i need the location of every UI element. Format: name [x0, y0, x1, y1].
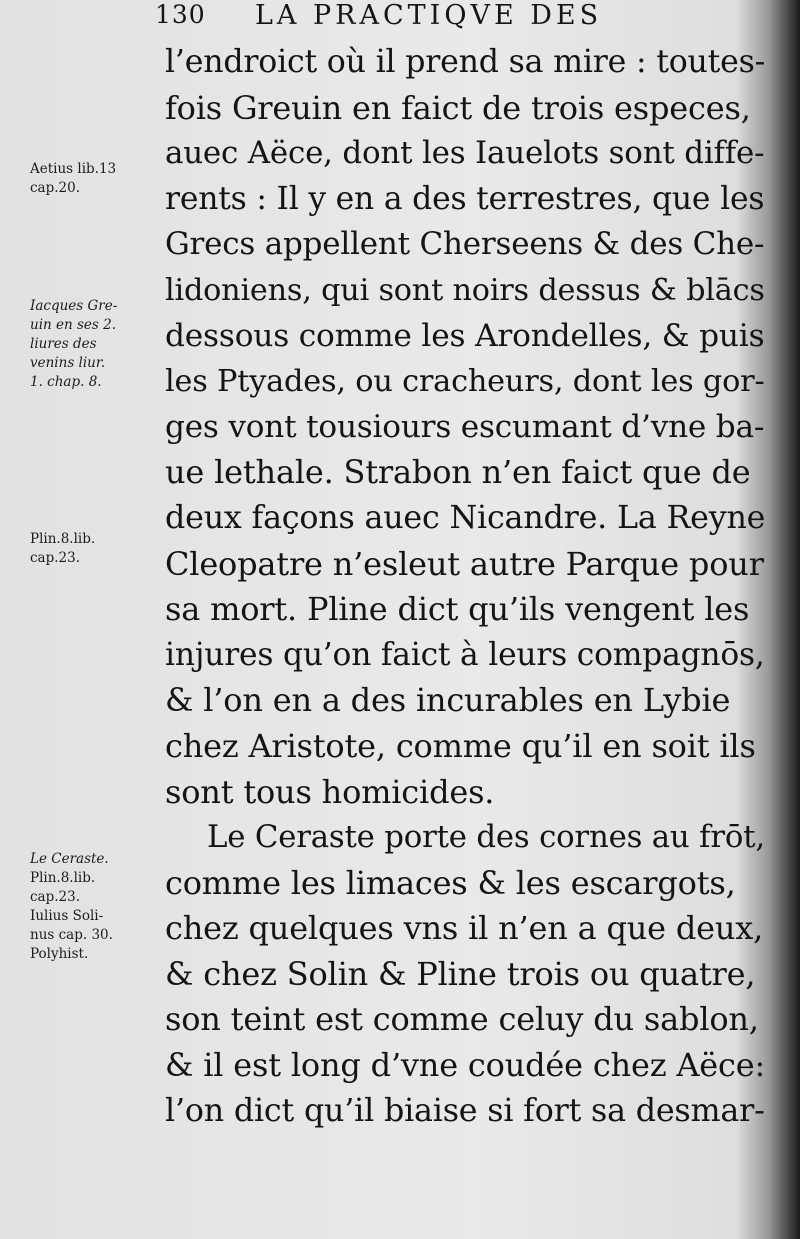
margin-note-line: Le Ceraste.: [30, 851, 109, 867]
text-line: ges vont tousiours escumant d’vne ba-: [165, 408, 765, 445]
text-line: auec Aëce, dont les Iauelots sont diffe-: [165, 135, 765, 172]
text-line: son teint est comme celuy du sablon,: [165, 1000, 759, 1039]
margin-note-line: Iacques Gre-: [30, 298, 118, 314]
margin-note-line: venins liur.: [30, 355, 106, 371]
text-line: & il est long d’vne coudée chez Aëce:: [165, 1046, 766, 1085]
body-text: [165, 40, 765, 1134]
text-line: injures qu’on faict à leurs compagnōs,: [165, 636, 765, 673]
margin-note-line: cap.23.: [30, 889, 81, 905]
text-line: chez quelques vns il n’en a que deux,: [165, 909, 764, 948]
margin-note-line: liures des: [30, 336, 97, 352]
margin-note-line: Polyhist.: [30, 946, 89, 962]
text-line: rents : Il y en a des terrestres, que les: [165, 180, 765, 217]
margin-note-line: cap.20.: [30, 180, 81, 196]
text-line: deux façons auec Nicandre. La Reyne: [165, 499, 766, 536]
text-line: Grecs appellent Cherseens & des Che-: [165, 226, 765, 263]
text-line: dessous comme les Arondelles, & puis: [165, 317, 765, 354]
margin-note: [30, 297, 155, 392]
text-line: l’on dict qu’il biaise si fort sa desmar-: [165, 1092, 765, 1129]
text-line: Le Ceraste porte des cornes au frōt,: [207, 819, 765, 856]
margin-note-line: 1. chap. 8.: [30, 374, 102, 390]
text-line: les Ptyades, ou cracheurs, dont les gor-: [165, 364, 765, 400]
text-line: comme les limaces & les escargots,: [165, 863, 736, 902]
margin-note-line: nus cap. 30.: [30, 927, 113, 943]
text-line: & l’on en a des incurables en Lybie: [165, 681, 731, 720]
text-line: l’endroict où il prend sa mire : toutes-: [165, 44, 766, 80]
text-line: fois Greuin en faict de trois especes,: [165, 88, 751, 127]
margin-note-line: cap.23.: [30, 550, 81, 566]
margin-note: [30, 160, 155, 198]
margin-note: [30, 850, 155, 964]
text-line: Cleopatre n’esleut autre Parque pour: [165, 544, 764, 583]
text-line: sont tous homicides.: [165, 772, 495, 811]
margin-note-line: uin en ses 2.: [30, 317, 116, 333]
text-line: ue lethale. Strabon n’en faict que de: [165, 453, 751, 492]
running-head: LA PRACTIQVE DES: [255, 0, 603, 31]
margin-note-line: Plin.8.lib.: [30, 531, 96, 547]
margin-note: [30, 530, 155, 568]
text-line: chez Aristote, comme qu’il en soit ils: [165, 726, 756, 765]
text-line: & chez Solin & Pline trois ou quatre,: [165, 954, 756, 993]
margin-note-line: Plin.8.lib.: [30, 870, 96, 886]
text-line: sa mort. Pline dict qu’ils vengent les: [165, 590, 750, 629]
margin-note-line: Aetius lib.13: [30, 161, 117, 177]
text-line: lidoniens, qui sont noirs dessus & blācs: [165, 272, 765, 308]
margin-note-line: Iulius Soli-: [30, 908, 104, 924]
page-number: 130: [155, 0, 206, 29]
